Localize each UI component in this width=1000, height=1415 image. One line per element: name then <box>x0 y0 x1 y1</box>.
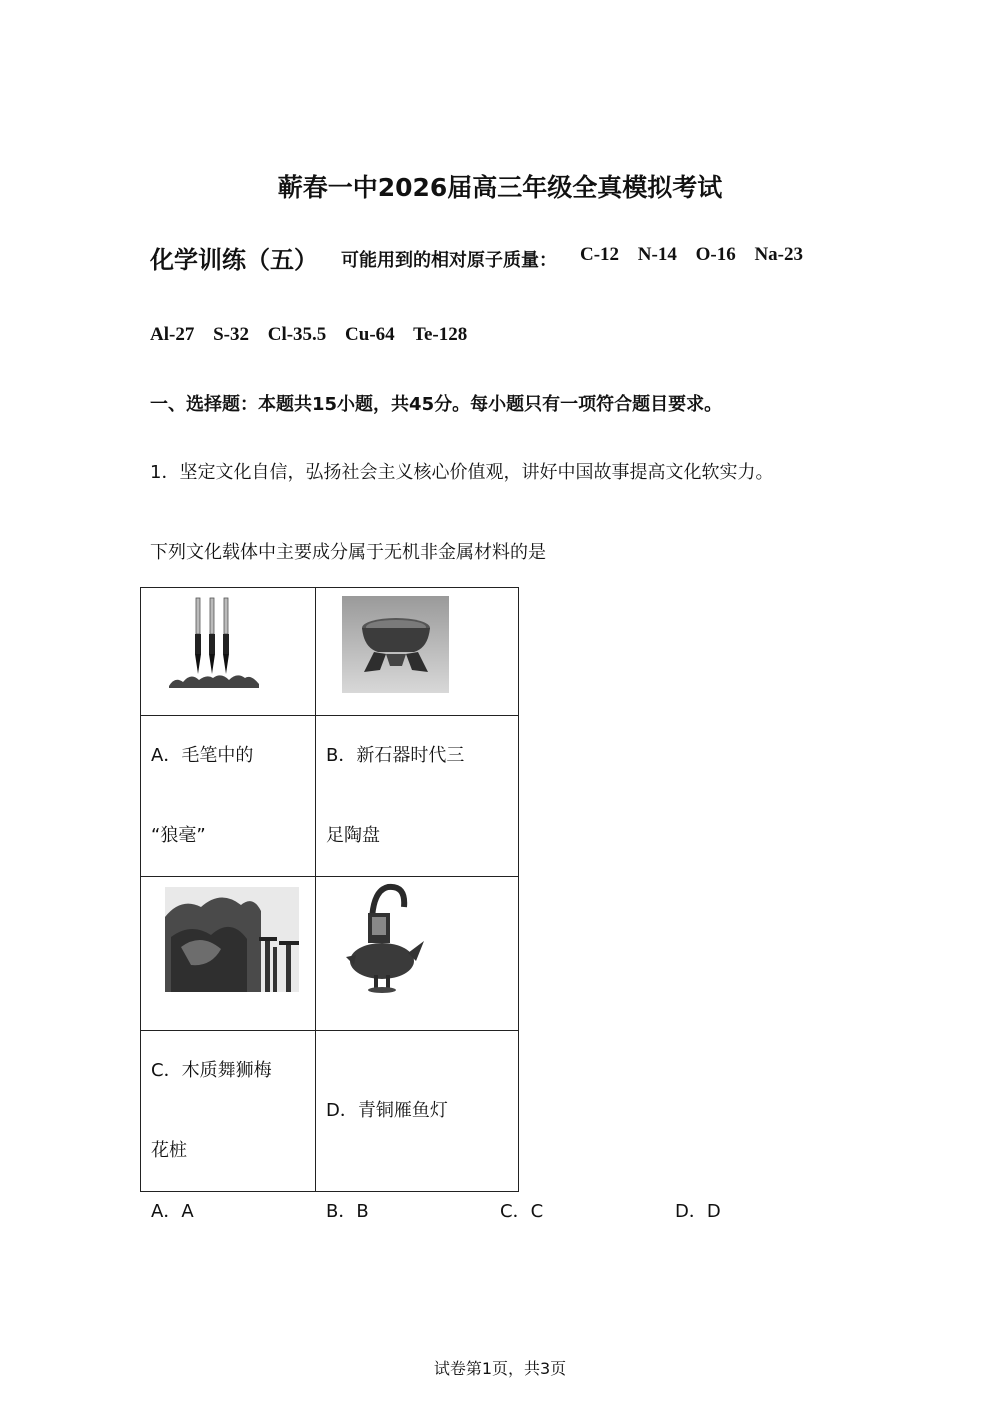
subject-title: 化学训练（五） <box>150 246 318 274</box>
option-a-label-continued: “狼毫” <box>151 825 206 846</box>
option-c-label: C．木质舞狮梅 <box>151 1060 272 1081</box>
option-d-image-cell <box>316 877 519 1031</box>
atomic-mass-label: 可能用到的相对原子质量： <box>341 250 557 271</box>
option-a-text-cell <box>141 716 316 877</box>
option-d-text-cell <box>316 1031 519 1192</box>
lion-dance-image <box>141 877 305 1030</box>
option-d-label: D．青铜雁鱼灯 <box>326 1100 448 1121</box>
bronze-goose-lamp-image <box>316 877 508 1030</box>
question1-stem: 1．坚定文化自信，弘扬社会主义核心价值观，讲好中国故事提高文化软实力。 <box>150 462 774 483</box>
page-footer: 试卷第1页，共3页 <box>433 1359 567 1378</box>
answer-choice-a[interactable]: A．A <box>151 1201 194 1222</box>
option-b-text-cell <box>316 716 519 877</box>
option-c-image-cell <box>141 877 316 1031</box>
options-table <box>140 587 519 1192</box>
brush-pens-image <box>141 588 305 715</box>
answer-choice-d[interactable]: D．D <box>675 1201 721 1222</box>
pottery-plate-image <box>316 588 508 715</box>
option-a-image-cell <box>141 588 316 716</box>
option-b-label: B．新石器时代三 <box>326 745 465 766</box>
atomic-masses-line2: Al-27 S-32 Cl-35.5 Cu-64 Te-128 <box>150 324 468 345</box>
exam-title: 蕲春一中2026届高三年级全真模拟考试 <box>277 173 723 202</box>
answer-choice-c[interactable]: C．C <box>500 1201 544 1222</box>
option-c-text-cell <box>141 1031 316 1192</box>
question1-stem-continued: 下列文化载体中主要成分属于无机非金属材料的是 <box>150 542 546 563</box>
option-c-label-continued: 花桩 <box>151 1140 187 1161</box>
section-header: 一、选择题：本题共15小题，共45分。每小题只有一项符合题目要求。 <box>150 394 723 415</box>
option-a-label: A．毛笔中的 <box>151 745 254 766</box>
atomic-masses-line1: C-12 N-14 O-16 Na-23 <box>580 244 804 265</box>
option-b-label-continued: 足陶盘 <box>326 825 380 846</box>
option-b-image-cell <box>316 588 519 716</box>
answer-choice-b[interactable]: B．B <box>326 1201 369 1222</box>
